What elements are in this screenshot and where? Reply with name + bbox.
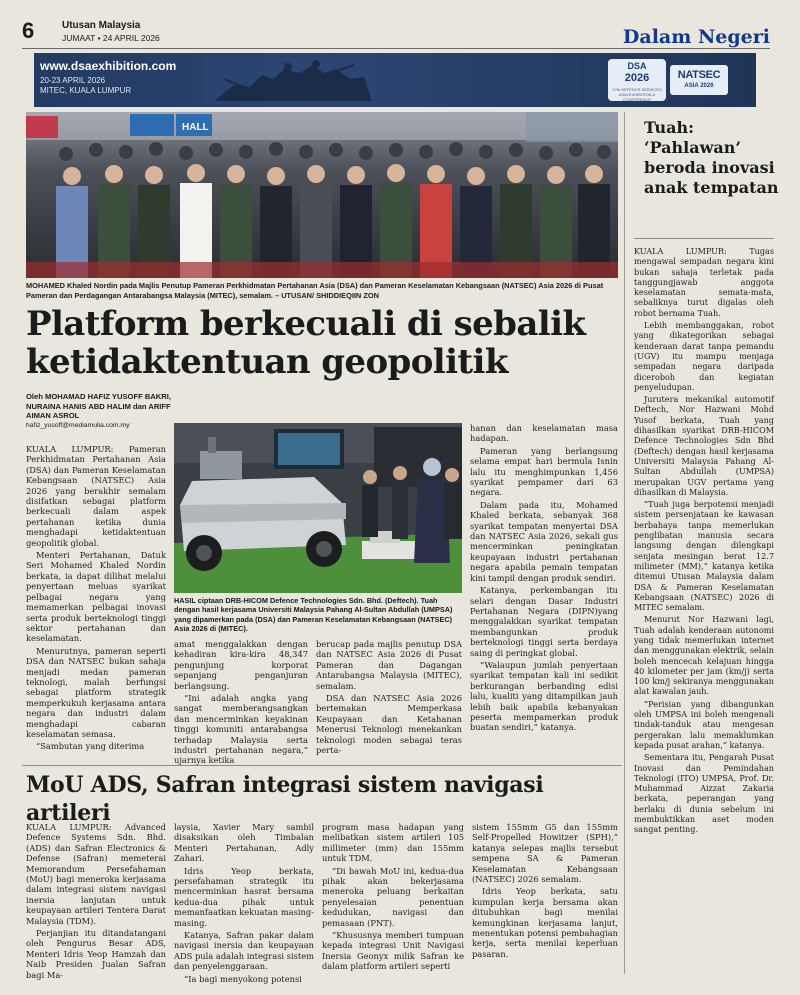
article2-column-4 [472,822,618,961]
article1-column-3 [316,639,462,757]
banner-venue: MITEC, KUALA LUMPUR [40,86,132,95]
dsa-logo-text: DSA [627,61,647,71]
paragraph: “Ia bagi menyokong potensi [184,973,302,984]
paragraph: KUALA LUMPUR: Tugas mengawal sempadan negara kini bukan sahaja terletak pada tanggungjawab anggota keselamatan semata-mata, sebaliknya turut digalas oleh robot bernama Tuah. [634,246,774,318]
dsa-logo [608,59,666,101]
paragraph: Pameran yang berlangsung selama empat hari bermula Isnin lalu itu menghimpunkan 1,456 syarikat pempamer dari 63 negara. [470,445,618,498]
paragraph: “Ini adalah angka yang sangat memberangsangkan dan mencerminkan keyakinan tinggi komuniti antarabangsa terhadap Malaysia serta industri pertahanan negara,” ujarnya ketika [174,693,308,766]
section-title: Dalam Negeri [622,26,770,48]
sidebar-headline: Tuah: ‘Pahlawan’ beroda inovasi anak tempatan [644,118,779,197]
paragraph: sistem 155mm G5 dan 155mm Self-Propelled Howitzer (SPH),” katanya selepas majlis tersebut sempena SA & Pameran Keselamatan Kebangsaan (NATSEC) 2026 semalam. [472,822,618,885]
natsec-logo [670,65,728,95]
paragraph: Lebih membanggakan, robot yang dikategorikan sebagai kenderaan darat tanpa pemandu (UGV) itu mampu menjaga sempadan negara daripada diceroboh dan kegiatan penyeludupan. [634,320,774,392]
masthead [62,20,160,44]
tuah-robot-photo [174,423,462,593]
paragraph: program masa hadapan yang melibatkan sistem artileri 105 millimeter (mm) dan 155mm untuk TDM. [322,822,464,864]
publication-name: Utusan Malaysia [62,20,141,31]
paragraph: KUALA LUMPUR: Advanced Defence Systems Sdn. Bhd. (ADS) dan Safran Electronics & Defense (Safran) memeterai Memorandum Persefahaman (MoU) bagi meneroka kerjasama dalam integrasi sistem navigasi inersia lanjutan untuk keupayaan artileri Tentera Darat Malaysia (TDM). [26,822,166,926]
paragraph: “Khususnya memberi tumpuan kepada integrasi Unit Navigasi Inersia Geonyx milik Safran ke dalam platform artileri seperti [322,930,464,972]
paragraph: Sementara itu, Pengarah Pusat Inovasi dan Pemindahan Teknologi (ITO) UMPSA, Prof. Dr. Muhammad Aizzat Zakaria berkata, peperangan yang berlaku di dunia sebelum ini membuktikkan aset moden sangat penting. [634,752,774,835]
paragraph: Menteri Pertahanan, Datuk Seri Mohamed Khaled Nordin berkata, ia dapat dilihat melalui penyertaan meluas syarikat pelbagai negara yang memamerkan pelbagai inovasi serta produk berteknologi tinggi sektor pertahanan dan keselamatan. [26,550,166,644]
ugv-vehicle-photo [174,423,462,593]
paragraph: hanan dan keselamatan masa hadapan. [470,423,618,444]
article1-column-1 [26,444,166,754]
article1-column-4 [470,423,618,735]
paragraph: Idris Yeop berkata, persefahaman strategik itu mencerminkan hasrat bersama kedua-dua pihak untuk memanfaatkan kekuatan masing-masing. [174,865,314,928]
article1-lead [26,444,166,548]
paragraph: Perjanjian itu ditandatangani oleh Pengurus Besar ADS, Menteri Idris Yeop Hamzah dan Naib Presiden Jualan Safran bagi Ma- [26,928,166,980]
banner-dates [40,76,131,96]
paragraph: “Walaupun jumlah penyertaan syarikat tempatan kali ini sedikit berkurangan berbanding edisi lalu, kualiti yang ditampilkan jauh lebih baik apabila kebanyakan peserta mempamerkan produk buatan sendiri,” katanya. [470,659,618,733]
hall-sign: HALL [182,122,209,133]
soldier-silhouette-graphic [204,57,374,103]
natsec-logo-year: ASIA 2026 [684,83,714,89]
paragraph: “Tuah juga berpotensi menjadi sistem persenjataan ke kawasan berbahaya tanpa memerlukan penglibatan manusia secara langsung dengan dilengkapi senjata mesingan berat 12.7 milimeter (MM),” katanya ketika ditemui Utusan Malaysia dalam DSA & Pameran Keselamatan Kebangsaan (NATSEC) 2026 di MITEC semalam. [634,499,774,613]
byline [26,392,176,430]
photo-caption: MOHAMED Khaled Nordin pada Majlis Penutup Pameran Perkhidmatan Pertahanan Asia (DSA) dan Pameran Keselamatan Kebangsaan (NATSEC) Asia 2026 di Pusat Pameran dan Perdagangan Antarabangsa Malaysia (MITEC), semalam. – UTUSAN/ SHIDDIEQIIN ZON [26,281,604,300]
lead-text: KUALA LUMPUR: Pameran Perkhidmatan Pertahanan Asia (DSA) dan Pameran Keselamatan Kebangsaan (NATSEC) Asia 2026 yang berakhir semalam disifatkan sebagai platform berkecuali dalam aspek pertahanan ketika dunia menghadapi ketidaktentuan geopolitik global. [26,444,166,548]
paragraph: DSA dan NATSEC Asia 2026 bertemakan Memperkasa Keupayaan dan Ketahanan Menerusi Teknologi menekankan teknologi moden sebagai teras perta- [316,693,462,756]
robot-photo-caption: HASIL ciptaan DRB-HICOM Defence Technologies Sdn. Bhd. (Deftech). Tuah dengan hasil kerjasama Universiti Malaysia Pahang Al-Sultan Abdullah (UMPSA) yang dipamerkan pada (DSA) dan Pameran Keselamatan Kebangsaan (NATSEC) Asia 2026 di (MITEC). [174,596,453,634]
paragraph: Dalam pada itu, Mohamed Khaled berkata, sebanyak 368 syarikat tempatan menyertai DSA dan NATSEC Asia 2026, sekali gus mencerminkan peningkatan keupayaan industri pertahanan negara apabila pemain tempatan kini tampil dengan produk sendiri. [470,499,618,583]
main-headline: Platform berkecuali di sebalik ketidaktentuan geopolitik [26,304,586,382]
paragraph: Menurutnya, pameran seperti DSA dan NATSEC bukan sahaja menjadi medan pameran teknologi, malah berfungsi sebagai platform strategik memperkukuh kerjasama antara negara dan industri dalam menghadapi cabaran keselamatan semasa. [26,645,166,739]
paragraph: “Sambutan yang diterima [36,741,145,752]
header-divider [22,48,770,49]
byline-authors: Oleh MOHAMAD HAFIZ YUSOFF BAKRI, NURAINA HANIS ABD HALIM dan ARIFF AIMAN ASROL [26,392,171,421]
second-headline: MoU ADS, Safran integrasi sistem navigasi artileri [26,772,544,826]
crowd-group-photo [26,112,618,278]
article2-column-1 [26,822,166,982]
dsa-logo-sub: 17th DEFENCE SERVICES ASIA EXHIBITION & CONFERENCE [612,87,662,102]
banner-date-range: 20-23 APRIL 2026 [40,76,106,85]
article-divider [22,765,622,766]
sidebar-column [634,246,774,837]
paragraph: “Perisian yang dibangunkan oleh UMPSA ini boleh mengenali tindak-tanduk atau mengesan pergerakan lalu memaklumkan kepada pusat arahan,” katanya. [634,698,774,750]
paragraph: amat menggalakkan dengan kehadiran kira-kira 48,347 pengunjung korporat sepanjang penganjuran berlangsung. [174,639,308,691]
page-number: 6 [22,18,35,43]
article1-column-2 [174,639,308,768]
publication-date: JUMAAT • 24 APRIL 2026 [62,33,160,43]
sidebar-title-rule [634,238,774,239]
paragraph: Jurutera mekanikal automotif Deftech, Nor Hazwani Mohd Yusof berkata, Tuah yang dihasilkan syarikat DRB-HICOM Defence Technologies Sdn Bhd (Deftech) dengan hasil kerjasama Universiti Malaysia Pahang Al-Sultan Abdullah (UMPSA) merupakan UGV pertama yang dihasilkan di Malaysia. [634,394,774,497]
paragraph: laysia, Xavier Mary sambil disaksikan oleh Timbalan Menteri Pertahanan, Adly Zahari. [174,822,314,864]
paragraph: Idris Yeop berkata, satu kumpulan kerja bersama akan ditubuhkan bagi menilai kemungkinan kerjasama lanjut, menentukan potensi pembahagian kerja, serta menilai keperluan pasaran. [472,886,618,959]
ceremony-photo [26,112,618,278]
banner-url: www.dsaexhibition.com [40,59,177,73]
byline-email: hafiz_yusoff@mediamulia.com.my [26,421,130,429]
article2-column-3 [322,822,464,974]
sidebar-divider [624,112,625,974]
paragraph: Katanya, Safran pakar dalam navigasi inersia dan keupayaan ADS pula adalah integrasi sistem dan penyelenggaraan. [174,930,314,972]
paragraph: Menurut Nor Hazwani lagi, Tuah adalah kenderaan autonomi yang tidak memerlukan internet dan menggunakan elektrik, selain boleh mencecah kelajuan hingga 40 kilometer per jam (km/j) serta 100 km/j sekiranya menggunakan alat kawalan jauh. [634,614,774,697]
paragraph: “Di bawah MoU ini, kedua-dua pihak akan bekerjasama meneroka peluang berkaitan penyelesaian penentuan kedudukan, navigasi dan pemasaan (PNT). [322,865,464,928]
event-banner [34,53,756,107]
article2-column-2 [174,822,314,986]
dsa-logo-year: 2026 [624,72,650,84]
natsec-logo-text: NATSEC [677,69,721,81]
paragraph: Katanya, perkembangan itu selari dengan Dasar Industri Pertahanan Negara (DIPN)yang menggalakkan syarikat tempatan membangunkan produk berteknologi tinggi serta berdaya saing di peringkat global. [470,585,618,658]
paragraph: berucap pada majlis penutup DSA dan NATSEC Asia 2026 di Pusat Pameran dan Dagangan Antarabangsa Malaysia (MITEC), semalam. [316,639,462,691]
